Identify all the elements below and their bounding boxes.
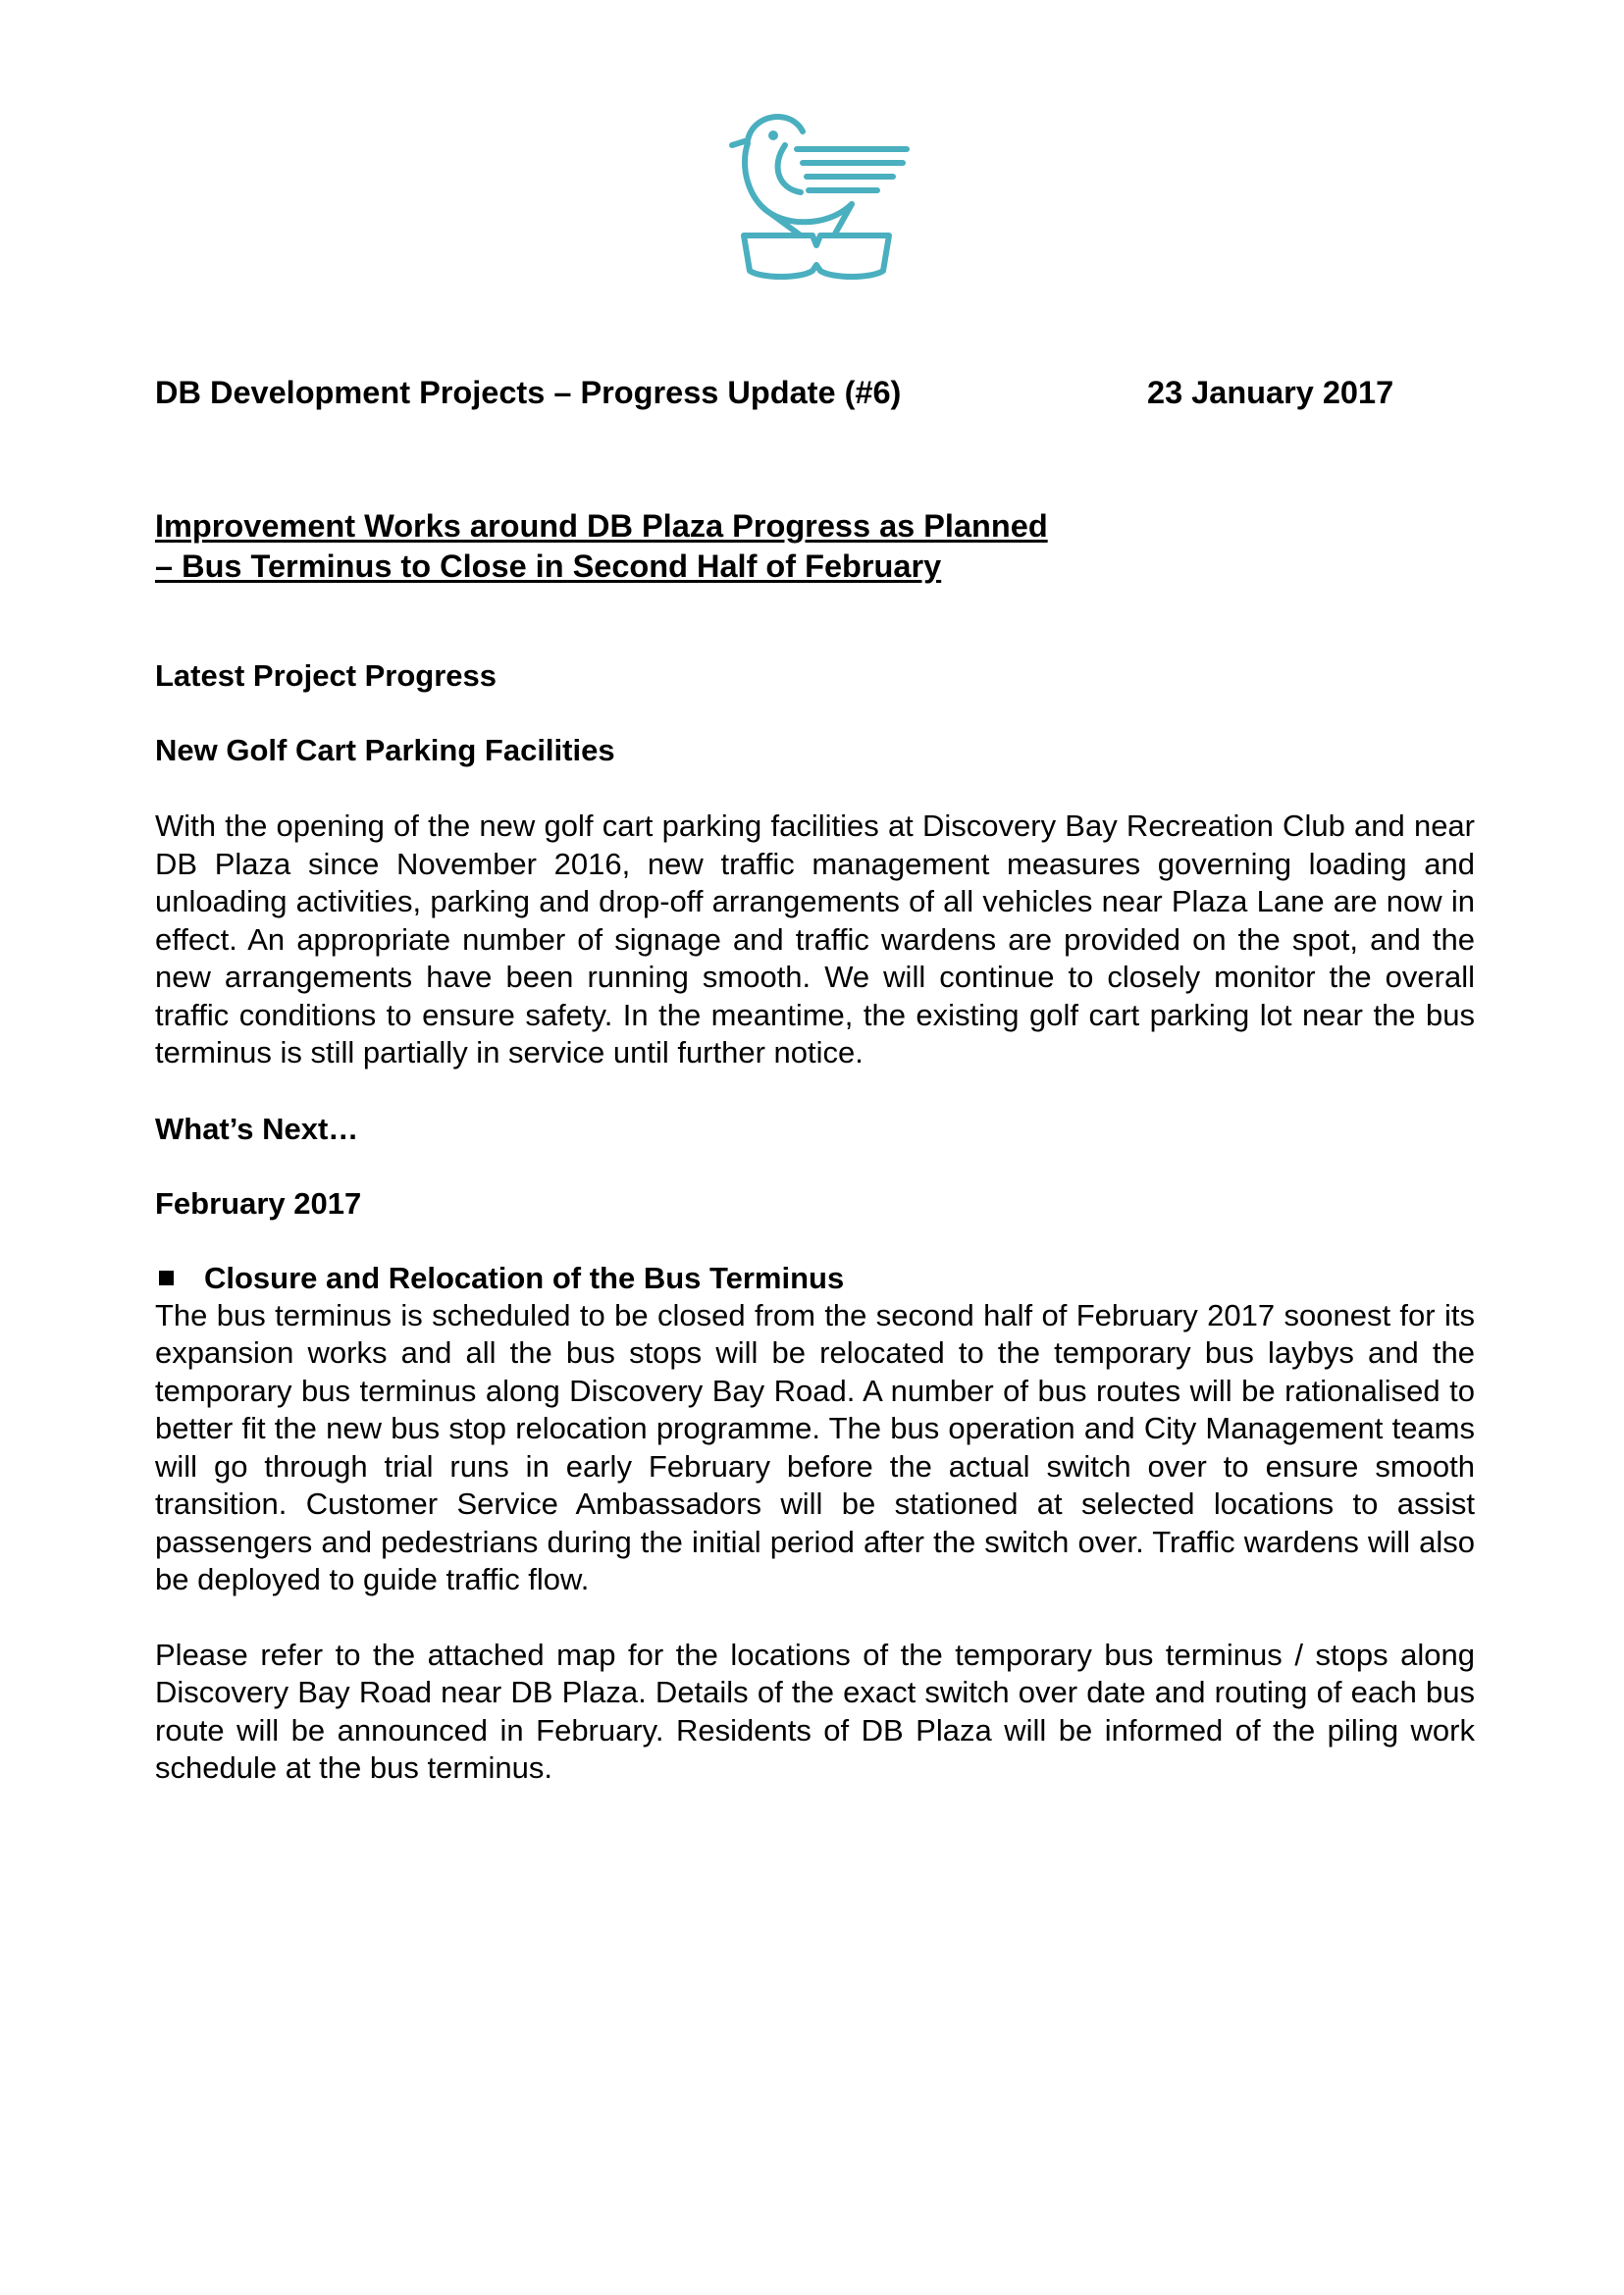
- main-heading-line-2: – Bus Terminus to Close in Second Half of February: [155, 548, 942, 584]
- february-heading: February 2017: [155, 1185, 362, 1221]
- bird-on-book-logo-icon: [724, 106, 913, 283]
- document-date: 23 January 2017: [1147, 375, 1394, 410]
- whats-next-heading: What’s Next…: [155, 1111, 359, 1146]
- latest-progress-heading: Latest Project Progress: [155, 658, 498, 693]
- document-header: [155, 363, 1475, 422]
- golf-cart-paragraph: With the opening of the new golf cart parking facilities at Discovery Bay Recreation Club and near DB Plaza since November 2016, new traffic management measures governing loading and unloading activities, parking and drop-off arrangements of all vehicles near Plaza Lane are now in effect. An appropriate number of signage and traffic wardens are provided on the spot, and the new arrangements have been running smooth. We will continue to closely monitor the overall traffic conditions to ensure safety. In the meantime, the existing golf cart parking lot near the bus terminus is still partially in service until further notice.: [155, 808, 1475, 1069]
- golf-cart-heading: New Golf Cart Parking Facilities: [155, 733, 615, 767]
- square-bullet-icon: [159, 1271, 174, 1285]
- bus-terminus-paragraph: The bus terminus is scheduled to be closed from the second half of February 2017 soonest for its expansion works and all the bus stops will be relocated to the temporary bus laybys and the temporary bus terminus along Discovery Bay Road. A number of bus routes will be rationalised to better fit the new bus stop relocation programme. The bus operation and City Management teams will go through trial runs in early February before the actual switch over to ensure smooth transition. Customer Service Ambassadors will be stationed at selected locations to assist passengers and pedestrians during the initial period after the switch over. Traffic wardens will also be deployed to guide traffic flow.: [155, 1297, 1475, 1596]
- main-heading: [155, 506, 1475, 587]
- bus-terminus-heading-text: Closure and Relocation of the Bus Terminus: [204, 1260, 845, 1295]
- document-body: [155, 363, 1475, 1788]
- document-title: DB Development Projects – Progress Update (#6): [155, 375, 902, 410]
- bus-terminus-heading: [155, 1260, 1475, 1297]
- map-reference-paragraph: Please refer to the attached map for the locations of the temporary bus terminus / stops along Discovery Bay Road near DB Plaza. Details of the exact switch over date and routing of each bus route will be announced in February. Residents of DB Plaza will be informed of the piling work schedule at the bus terminus.: [155, 1637, 1475, 1785]
- main-heading-line-1: Improvement Works around DB Plaza Progress as Planned: [155, 508, 1048, 544]
